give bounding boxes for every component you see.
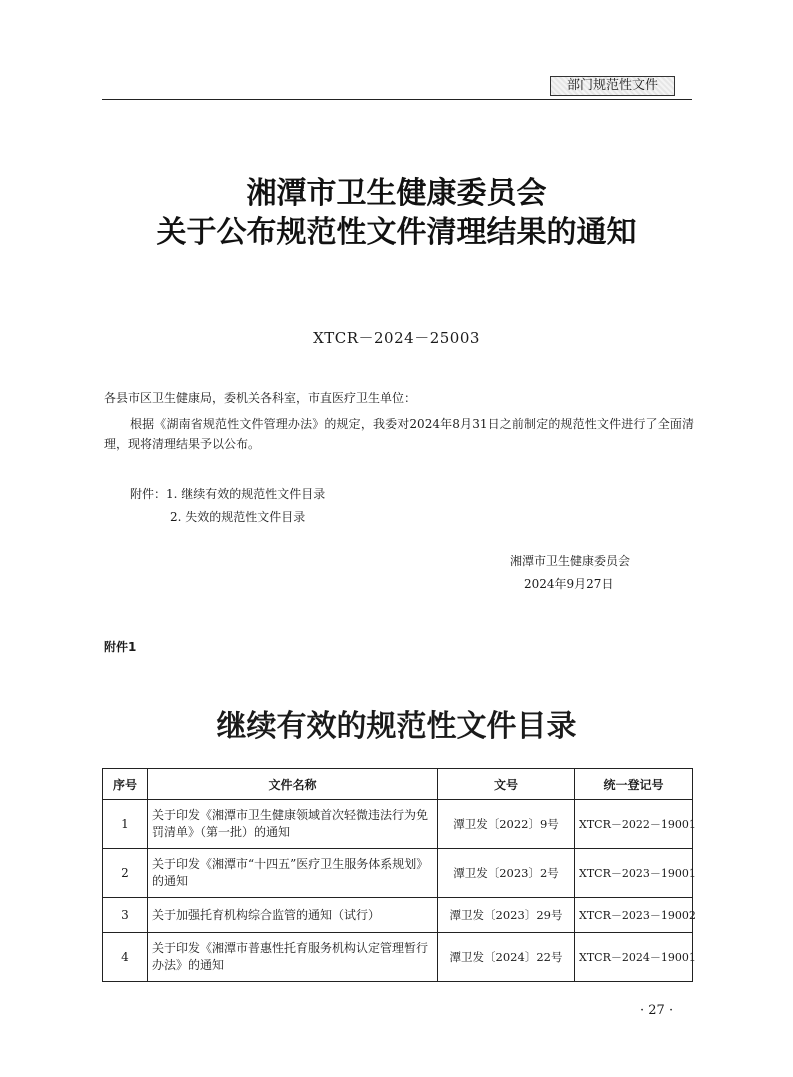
cell-serial: 4 — [103, 933, 148, 982]
table-header-row — [103, 769, 693, 800]
document-title-line-2: 关于公布规范性文件清理结果的通知 — [156, 215, 637, 250]
catalog-title: 继续有效的规范性文件目录 — [216, 709, 577, 744]
cell-serial: 2 — [103, 849, 148, 898]
header-registration-number: 统一登记号 — [575, 769, 693, 800]
cell-registration-number: XTCR－2023－19001 — [575, 849, 693, 898]
attachment-item-2: 2. 失效的规范性文件目录 — [170, 510, 306, 524]
addressee: 各县市区卫生健康局，委机关各科室，市直医疗卫生单位： — [104, 391, 417, 405]
issuer-signature: 湘潭市卫生健康委员会 — [510, 554, 631, 568]
cell-serial: 3 — [103, 898, 148, 933]
header-file-name: 文件名称 — [148, 769, 438, 800]
document-code: XTCR－2024－25003 — [313, 329, 480, 347]
header-divider — [102, 99, 692, 100]
body-paragraph: 根据《湖南省规范性文件管理办法》的规定，我委对2024年8月31日之前制定的规范性文件进行了全面清理，现将清理结果予以公布。 — [104, 417, 694, 451]
table-row — [103, 849, 693, 898]
cell-file-name: 关于印发《湘潭市普惠性托育服务机构认定管理暂行办法》的通知 — [148, 933, 438, 982]
cell-serial: 1 — [103, 800, 148, 849]
cell-doc-number: 潭卫发〔2022〕9号 — [438, 800, 575, 849]
cell-doc-number: 潭卫发〔2023〕2号 — [438, 849, 575, 898]
cell-registration-number: XTCR－2023－19002 — [575, 898, 693, 933]
header-serial: 序号 — [103, 769, 148, 800]
cell-file-name: 关于印发《湘潭市卫生健康领域首次轻微违法行为免罚清单》（第一批）的通知 — [148, 800, 438, 849]
header-doc-number: 文号 — [438, 769, 575, 800]
page-number: · 27 · — [640, 1003, 674, 1018]
cell-doc-number: 潭卫发〔2024〕22号 — [438, 933, 575, 982]
table-row — [103, 800, 693, 849]
document-title-line-1: 湘潭市卫生健康委员会 — [246, 176, 547, 211]
cell-file-name: 关于加强托育机构综合监管的通知（试行） — [148, 898, 438, 933]
attachment-label: 附件1 — [104, 640, 137, 654]
cell-registration-number: XTCR－2024－19001 — [575, 933, 693, 982]
catalog-table — [102, 768, 696, 982]
issue-date: 2024年9月27日 — [524, 577, 614, 591]
cell-registration-number: XTCR－2022－19001 — [575, 800, 693, 849]
cell-file-name: 关于印发《湘潭市“十四五”医疗卫生服务体系规划》的通知 — [148, 849, 438, 898]
table-row — [103, 933, 693, 982]
category-tag: 部门规范性文件 — [550, 76, 675, 96]
attachment-item-1: 附件：1. 继续有效的规范性文件目录 — [130, 487, 326, 501]
table-row — [103, 898, 693, 933]
cell-doc-number: 潭卫发〔2023〕29号 — [438, 898, 575, 933]
